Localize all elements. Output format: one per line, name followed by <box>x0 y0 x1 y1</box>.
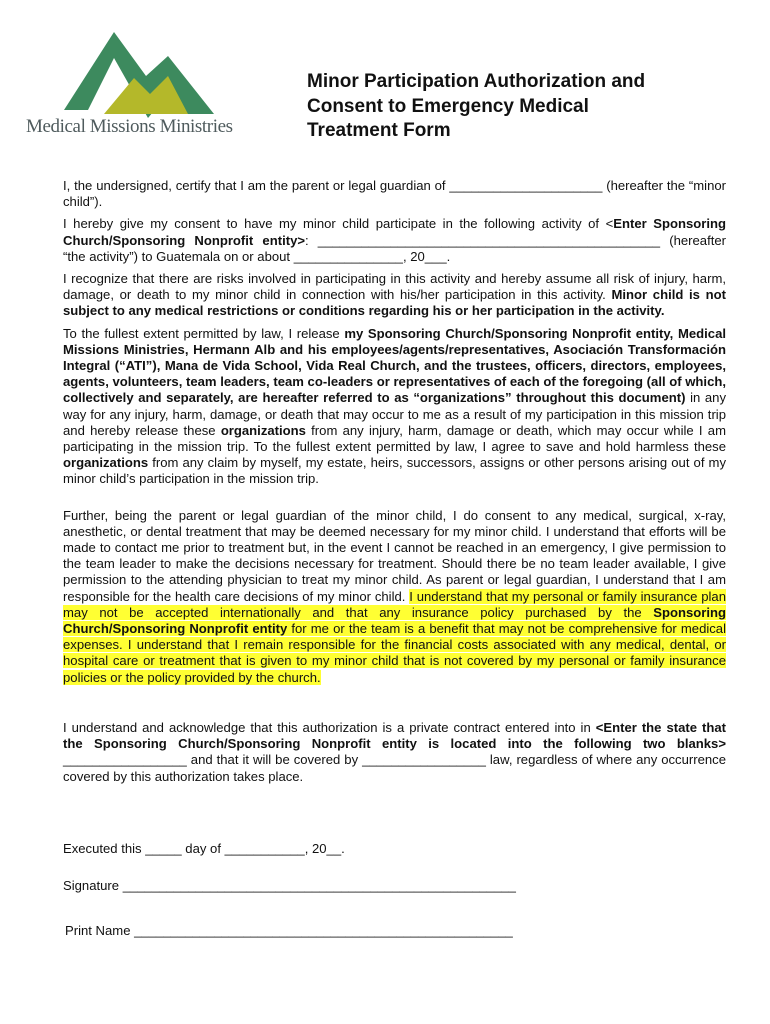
organizations-term: organizations <box>63 455 149 471</box>
print-name-line[interactable]: Print Name ____________________________________________________ <box>65 923 513 938</box>
text-run: from any injury, harm, damage or death, which may occur while I am participating in the mission trip. To the fullest extent permitted by law, I agree to save and hold harmless these <box>63 422 726 455</box>
guardian-certification-paragraph: I, the undersigned, certify that I am the parent or legal guardian of _____________________ (hereafter the “minor child”). <box>63 178 726 210</box>
text-run: Further, being the parent or legal guardian of the minor child, I do consent to any medical, surgical, x-ray, anesthetic, or dental treatment that may be deemed necessary for my minor child. I understand that efforts will be made to contact me prior to treatment but, in the event I cannot be reached in an emergency, I give permission to the team leader to make the decisions necessary for treatment. Should there be no team leader available, I give permission to the attending physician to treat my minor child. As parent or legal guardian, I understand that I am responsible for the health care decisions of my minor child. <box>63 507 726 604</box>
text-run: from any claim by myself, my estate, heirs, successors, assigns or other persons arising out of my minor child’s participation in the mission trip. <box>63 455 726 487</box>
text-run: I understand and acknowledge that this authorization is a private contract entered into in <box>63 719 596 735</box>
form-title <box>307 70 707 144</box>
signature-line[interactable]: Signature ______________________________________________________ <box>63 878 516 893</box>
organization-name: Medical Missions Ministries <box>26 116 233 137</box>
text-run: : _______________________________________________ (hereafter “the activity”) to Guatemala on or about _______________, 20___. <box>63 232 726 264</box>
text-run: in any way for any injury, harm, damage, or death that may occur to me as a result of my participation in this mission trip and hereby release these <box>63 390 726 438</box>
consent-activity-paragraph <box>63 216 726 265</box>
text-run: To the fullest extent permitted by law, I release <box>63 325 345 341</box>
insurance-highlight-sponsor: Sponsoring Church/Sponsoring Nonprofit entity <box>63 604 726 637</box>
form-title-line: Consent to Emergency Medical <box>307 95 589 117</box>
executed-date-line[interactable]: Executed this _____ day of ___________, 20__. <box>63 841 345 856</box>
text-run: I hereby give my consent to have my minor child participate in the following activity of < <box>63 216 614 232</box>
insurance-highlight: I understand that my personal or family insurance plan may not be accepted internationally and that any insurance policy purchased by the <box>63 588 726 620</box>
organization-logo <box>26 28 258 144</box>
form-title-line: Minor Participation Authorization and <box>307 71 646 92</box>
placeholder-sponsor: Enter Sponsoring Church/Sponsoring Nonprofit entity> <box>63 216 726 248</box>
release-paragraph <box>63 326 726 488</box>
risk-assumption-paragraph <box>63 271 726 320</box>
form-title-line: Treatment Form <box>307 120 451 141</box>
mountain-logo-icon <box>64 28 214 118</box>
insurance-highlight: for me or the team is a benefit that may not be comprehensive for medical expenses. I understand that I remain responsible for the financial costs associated with any medical, dental, or hospital care or treatment that is given to my minor child that is not covered by my personal or family insurance policies or the policy provided by the church. <box>63 621 726 685</box>
text-run: _________________ and that it will be covered by _________________ law, regardless of where any occurrence covered by this authorization takes place. <box>63 752 726 784</box>
placeholder-state: <Enter the state that the Sponsoring Church/Sponsoring Nonprofit entity is located into the following two blanks> <box>63 719 726 752</box>
organizations-term: organizations <box>220 422 306 438</box>
medical-restrictions-statement: Minor child is not subject to any medical restrictions or conditions regarding his or her participation in the activity. <box>63 287 726 319</box>
released-parties: my Sponsoring Church/Sponsoring Nonprofit entity, Medical Missions Ministries, Hermann Alb and his employees/agents/representatives, Asociación Transformación Integral (“ATI”), Mana de Vida School, Vida Real Church, and the trustees, officers, directors, employees, agents, volunteers, team leaders, team co-leaders or representatives of each of the foregoing (all of which, collectively and separately, are hereafter referred to as “organizations” throughout this document) <box>63 325 726 406</box>
governing-law-paragraph <box>63 720 726 785</box>
medical-consent-paragraph <box>63 508 726 686</box>
form-body <box>63 178 726 791</box>
text-run: I recognize that there are risks involved in participating in this activity and hereby assume all risk of injury, harm, damage, or death to my minor child in connection with his/her participation in this activity. <box>63 271 726 303</box>
